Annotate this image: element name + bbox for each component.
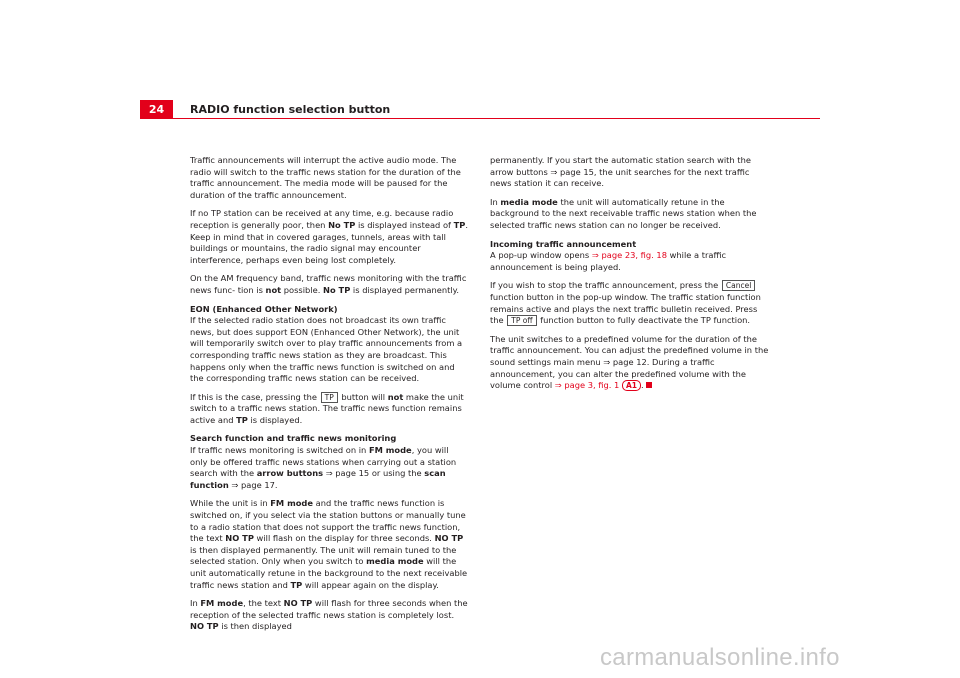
text: While the unit is in — [190, 498, 271, 509]
header-divider — [173, 118, 820, 119]
subheading-search: Search function and traffic news monitoring — [190, 433, 397, 444]
text: possible. — [281, 284, 324, 295]
text: On the AM frequency band, traffic news monitoring with the traffic news func- tion is — [190, 273, 467, 295]
emphasis: TP — [290, 579, 303, 590]
paragraph — [490, 280, 770, 326]
text: function button in the pop-up window. The traffic station function remains active and plays the next traffic bulletin received. Press the — [490, 291, 761, 326]
cancel-key-label: Cancel — [722, 280, 755, 291]
text: is displayed. — [247, 414, 303, 425]
text: The unit switches to a predefined volume for the duration of the traffic announcement. You can adjust the predefined volume in the sound settings main menu ⇒ page 12. During a traffic announcement, you can alter the predefined volume with the volume control — [490, 333, 769, 391]
paragraph — [490, 334, 770, 392]
section-title: RADIO function selection button — [190, 103, 391, 116]
text: will flash on the display for three seconds. — [253, 533, 435, 544]
text: . — [641, 380, 644, 391]
text: . Keep in mind that in covered garages, tunnels, areas with tall buildings or mountains, the radio signal may encounter interference, perhaps even being lost completely. — [190, 219, 468, 265]
text: is displayed permanently. — [350, 284, 460, 295]
text: is displayed instead of — [355, 219, 454, 230]
paragraph — [490, 155, 770, 190]
page-number: 24 — [148, 103, 165, 116]
tp-off-key-label: TP off — [507, 315, 536, 326]
right-column — [490, 155, 770, 399]
page-number-tab — [140, 100, 173, 119]
emphasis: not — [265, 284, 282, 295]
emphasis: TP — [236, 414, 248, 425]
paragraph — [190, 208, 468, 266]
text: permanently. If you start the automatic station search with the arrow buttons ⇒ page 15, the unit searches for the next traffic news station it can receive. — [490, 155, 751, 189]
text: If the selected radio station does not broadcast its own traffic news, but does support EON (Enhanced Other Network), the unit will temporarily switch over to play traffic announcements from a corresponding traffic news station as they are broadcast. This happens only when the traffic news function is switched on and the corresponding traffic news station can be received. — [190, 315, 463, 384]
subheading-incoming: Incoming traffic announcement — [490, 238, 637, 249]
text: function button to fully deactivate the TP function. — [537, 315, 751, 326]
page-ref-link[interactable]: ⇒ page 3, fig. 1 — [554, 380, 620, 391]
emphasis: NO TP — [434, 533, 464, 544]
emphasis: TP — [453, 219, 466, 230]
text: ⇒ page 15 or using the — [323, 468, 425, 479]
paragraph — [190, 598, 468, 633]
text: If you wish to stop the traffic announcement, press the — [490, 280, 721, 291]
text: If this is the case, pressing the — [190, 391, 320, 402]
end-of-section-icon — [646, 382, 652, 388]
text: and the traffic news function is switched on, if you select via the station buttons or manually tune to a radio station that does not support the traffic news function, the text — [190, 498, 466, 544]
watermark: carmanualsonline.info — [600, 644, 840, 671]
text: If no TP station can be received at any time, e.g. because radio reception is generally poor, then — [190, 208, 454, 230]
emphasis: No TP — [323, 284, 351, 295]
text: Traffic announcements will interrupt the active audio mode. The radio will switch to the traffic news station for the duration of the traffic announcement. The media mode will be paused for the duration of the traffic announcement. — [190, 155, 461, 200]
text: will flash for three seconds when the reception of the selected traffic news station is completely lost. — [190, 598, 468, 620]
subheading-eon: EON (Enhanced Other Network) — [190, 303, 338, 314]
emphasis: NO TP — [225, 533, 254, 544]
paragraph — [190, 155, 468, 201]
paragraph — [190, 498, 468, 591]
paragraph — [490, 197, 770, 232]
text: will the unit automatically retune in the background to the next receivable traffic news station and — [190, 556, 468, 590]
text: In — [190, 598, 201, 609]
emphasis: No TP — [328, 219, 356, 230]
text: In — [490, 196, 501, 207]
left-column — [190, 155, 468, 640]
emphasis: scan function — [190, 468, 446, 490]
text: while a traffic announcement is being played. — [490, 250, 727, 272]
text: , the text — [243, 598, 284, 609]
paragraph — [190, 445, 468, 491]
text: is then displayed — [218, 621, 292, 632]
paragraph — [190, 315, 468, 385]
text: the unit will automatically retune in the background to the next receivable traffic news station when the selected traffic news station can no longer be received. — [490, 196, 757, 230]
paragraph — [490, 250, 770, 273]
text: button will — [338, 391, 388, 402]
emphasis: media mode — [366, 556, 424, 567]
text: is then displayed permanently. The unit will remain tuned to the selected station. Only when you switch to — [190, 544, 457, 567]
text: , you will only be offered traffic news stations when carrying out a station search with the — [190, 445, 457, 479]
text: will appear again on the display. — [302, 579, 439, 590]
tp-key-label: TP — [321, 392, 338, 403]
callout-a1: A1 — [622, 380, 641, 391]
emphasis: arrow buttons — [256, 468, 324, 479]
paragraph — [190, 273, 468, 296]
emphasis: FM mode — [368, 445, 412, 456]
text: A pop-up window opens — [490, 250, 592, 261]
text: make the unit switch to a traffic news station. The traffic news function remains active and — [190, 391, 464, 425]
emphasis: FM mode — [270, 498, 313, 509]
emphasis: NO TP — [190, 621, 219, 632]
emphasis: not — [387, 391, 404, 402]
emphasis: NO TP — [283, 598, 313, 609]
paragraph — [190, 392, 468, 427]
emphasis: media mode — [500, 196, 558, 207]
text: ⇒ page 17. — [228, 479, 278, 490]
emphasis: FM mode — [200, 598, 244, 609]
text: If traffic news monitoring is switched on in — [190, 445, 369, 456]
page-ref-link[interactable]: ⇒ page 23, fig. 18 — [591, 250, 667, 261]
